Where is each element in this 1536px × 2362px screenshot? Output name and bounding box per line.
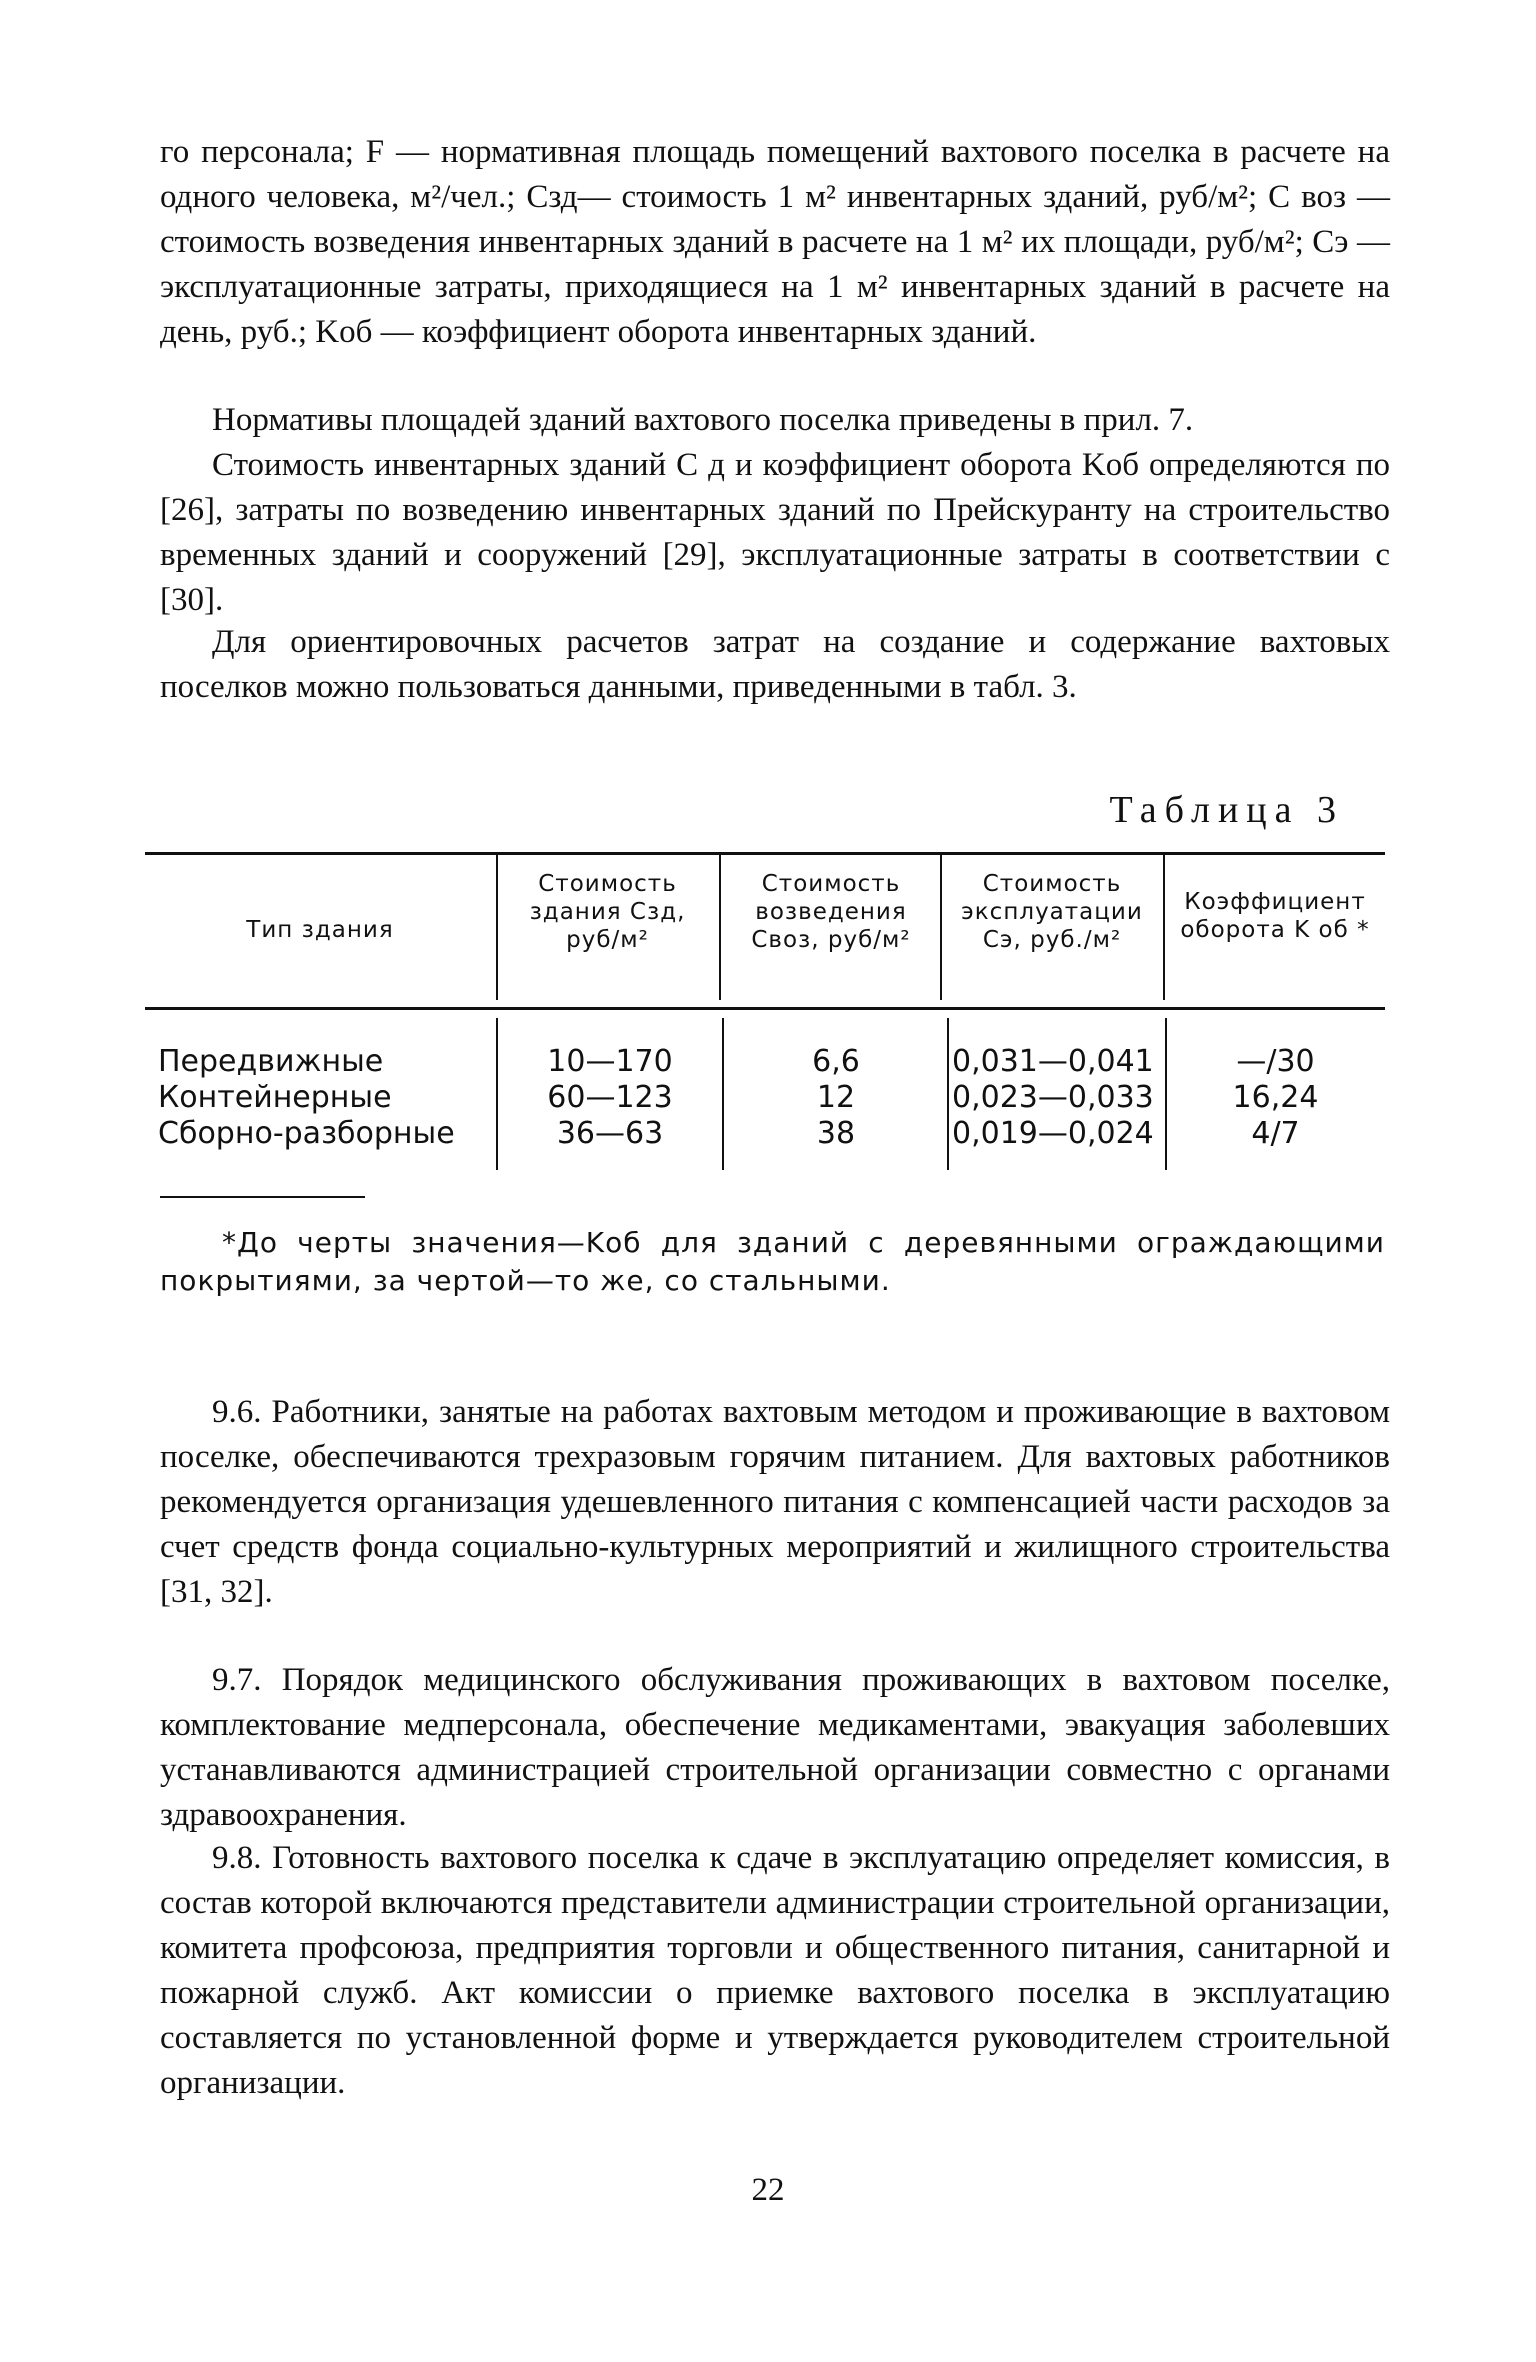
table-row-type: Передвижные [158, 1044, 384, 1079]
page-number: 22 [751, 2172, 785, 2208]
header-building-cost-line: руб/м² [566, 927, 649, 953]
intro-paragraph-table-ref: Для ориентировочных расчетов затрат на создание и содержание вахтовых поселков можно пользоваться данными, приведенными в табл. 3. [160, 624, 1390, 705]
header-operation-cost-line: эксплуатации [961, 899, 1143, 925]
table-col-divider [722, 1018, 724, 1170]
table-caption: Таблица 3 [1109, 789, 1344, 831]
header-construction-cost-line: Стоимость [761, 871, 901, 897]
table-col-divider [1165, 1018, 1167, 1170]
section-9-6: 9.6. Работники, занятые на работах вахтовым методом и проживающие в вахтовом поселке, обеспечиваются трехразовым горячим питанием. Для вахтовых работников рекомендуется организация удешевленного питания с компенсацией части расходов за счет средств фонда социально-культурных мероприятий и жилищного строительства [31, 32]. [160, 1394, 1390, 1610]
header-operation-cost-line: Стоимость [982, 871, 1122, 897]
table-row-oper: 0,023—0,033 [952, 1080, 1154, 1115]
header-construction-cost [722, 870, 940, 954]
table-row-cost: 36—63 [556, 1116, 664, 1151]
header-operation-cost-line: Cэ, руб./м² [982, 927, 1122, 953]
intro-paragraph-norms: Нормативы площадей зданий вахтового поселка приведены в прил. 7. [212, 402, 1194, 438]
table-row-cost: 60—123 [547, 1080, 673, 1115]
header-building-cost [500, 870, 715, 954]
table-top-rule [145, 852, 1385, 855]
header-building-cost-line: здания Cзд, [529, 899, 686, 925]
table-header-rule [145, 1007, 1385, 1010]
table-col-divider [940, 852, 942, 1000]
header-building-cost-line: Стоимость [538, 871, 677, 897]
table-row-build: 6,6 [812, 1044, 860, 1079]
table-row-coef: —/30 [1236, 1044, 1315, 1079]
table-footnote: *До черты значения—Kоб для зданий с деревянными ограждающими покрытиями, за чертой—то же, со стальными. [160, 1226, 1385, 1297]
intro-paragraph-definitions: го персонала; F — нормативная площадь помещений вахтового поселка в расчете на одного человека, м²/чел.; Cзд— стоимость 1 м² инвентарных зданий, руб/м²; C воз — стоимость возведения инвентарных зданий в расчете на 1 м² их площади, руб/м²; Cэ — эксплуатационные затраты, приходящиеся на 1 м² инвентарных зданий в расчете на день, руб.; Kоб — коэффициент оборота инвентарных зданий. [160, 134, 1390, 350]
table-row-oper: 0,019—0,024 [952, 1116, 1154, 1151]
table-col-divider [1163, 852, 1165, 1000]
header-construction-cost-line: Cвоз, руб/м² [751, 927, 911, 953]
header-operation-cost [943, 870, 1161, 954]
section-9-7: 9.7. Порядок медицинского обслуживания проживающих в вахтовом поселке, комплектование медперсонала, обеспечение медикаментами, эвакуация заболевших устанавливаются администрацией строительной организации совместно с органами здравоохранения. [160, 1662, 1390, 1833]
table-col-divider [496, 1018, 498, 1170]
table-col-divider [947, 1018, 949, 1170]
header-turnover-coefficient [1166, 888, 1384, 944]
table-col-divider [719, 852, 721, 1000]
header-turnover-coefficient-line: Коэффициент [1184, 889, 1366, 915]
table-row-coef: 16,24 [1232, 1080, 1319, 1115]
table-row-cost: 10—170 [547, 1044, 673, 1079]
intro-paragraph-cost-sources: Стоимость инвентарных зданий C д и коэффициент оборота Kоб определяются по [26], затраты по возведению инвентарных зданий по Прейскуранту на строительство временных зданий и сооружений [29], эксплуатационные затраты в соответствии с [30]. [160, 447, 1390, 618]
table-col-divider [496, 852, 498, 1000]
table-row-oper: 0,031—0,041 [952, 1044, 1154, 1079]
header-turnover-coefficient-line: оборота K об * [1180, 917, 1370, 943]
footnote-separator [160, 1196, 365, 1198]
table-row-build: 12 [816, 1080, 856, 1115]
table-row-coef: 4/7 [1251, 1116, 1300, 1151]
header-building-type: Тип здания [246, 917, 394, 943]
table-row-type: Сборно-разборные [158, 1116, 455, 1151]
table-row-type: Контейнерные [158, 1080, 392, 1115]
table-row-build: 38 [816, 1116, 856, 1151]
section-9-8: 9.8. Готовность вахтового поселка к сдаче в эксплуатацию определяет комиссия, в состав которой включаются представители администрации строительной организации, комитета профсоюза, предприятия торговли и общественного питания, санитарной и пожарной служб. Акт комиссии о приемке вахтового поселка в эксплуатацию составляется по установленной форме и утверждается руководителем строительной организации. [160, 1840, 1390, 2101]
header-construction-cost-line: возведения [755, 899, 907, 925]
